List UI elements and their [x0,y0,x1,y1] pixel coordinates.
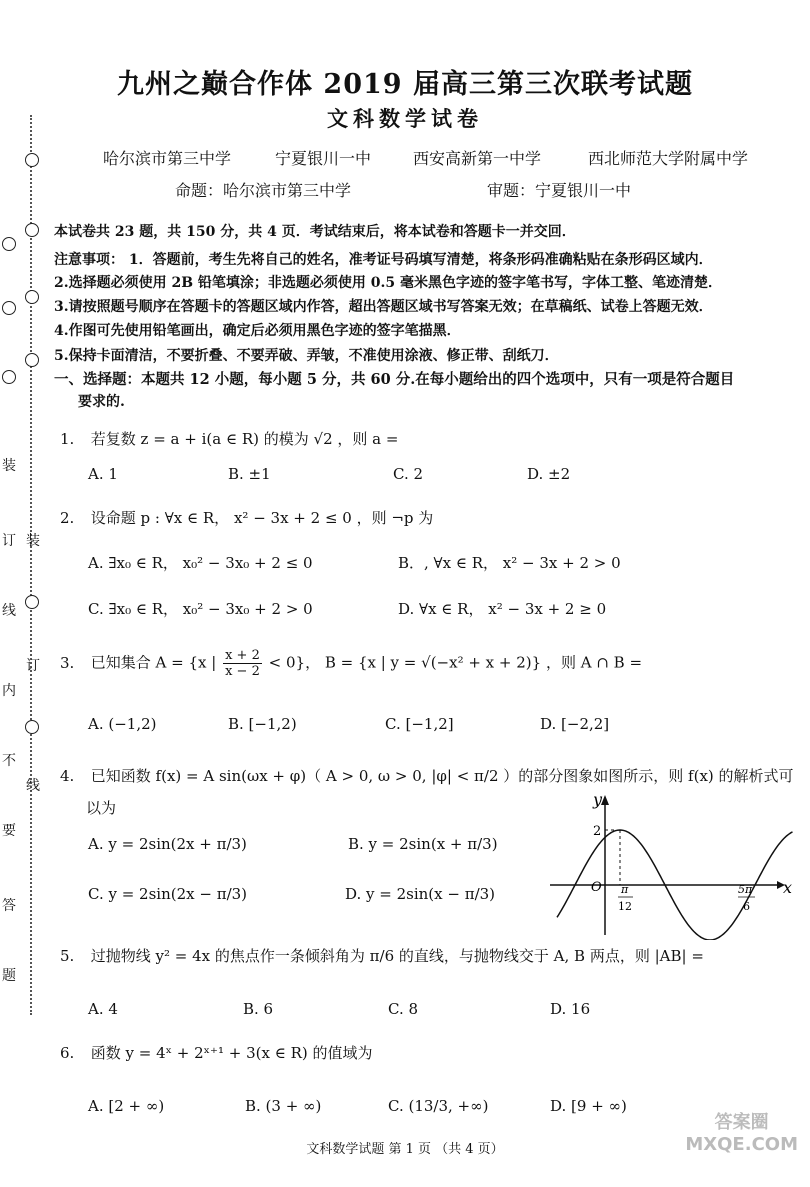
y-axis-label: y [593,790,603,809]
school-name: 西北师范大学附属中学 [588,149,749,168]
option-a: A. 1 [88,465,118,483]
tick-label-numerator: 5π [738,883,753,896]
binding-hole-circle-icon [2,237,16,251]
option-b: B. 6 [243,1000,274,1018]
section-heading: 一、选择题：本题共 12 小题，每小题 5 分，共 60 分.在每小题给出的四个选项中，只有一项是符合题目 [54,371,735,388]
option-b: B. (3 + ∞) [245,1097,322,1115]
option-d: D. y = 2sin(x − π/3) [345,885,496,903]
binding-char: 装 [2,458,16,474]
option-d: D. [−2,2] [540,715,610,733]
question-number: 1. [60,430,75,448]
option-a: A. ∃x₀ ∈ R， x₀² − 3x₀ + 2 ≤ 0 [88,554,313,572]
binding-dotted-line [30,115,32,1015]
note-item: 3.请按照题号顺序在答题卡的答题区域内作答，超出答题区域书写答案无效；在草稿纸、试卷上答题无效． [54,299,713,315]
option-b: B. ±1 [228,465,271,483]
school-name: 宁夏银川一中 [275,149,372,168]
y-axis-arrow-icon [601,795,609,805]
option-a: A. (−1,2) [88,715,157,733]
school-name: 哈尔滨市第三中学 [103,149,232,168]
question-text: 若复数 z = a + i(a ∈ R) 的模为 √2 ，则 a = [90,430,399,448]
binding-hole-circle-icon [25,595,39,609]
reviewer-label: 审题：宁夏银川一中 [487,181,632,200]
option-a: A. [2 + ∞) [88,1097,165,1115]
watermark-logo [685,1112,798,1156]
tick-label-numerator: π [621,883,629,896]
question-text: < 0}， B = {x | y = √(−x² + x + 2)} ，则 A ∩ B = [268,653,643,672]
binding-hole-circle-icon [25,720,39,734]
peak-value-label: 2 [593,824,602,839]
binding-char: 线 [2,603,16,619]
option-b: B. [−1,2) [228,715,297,733]
question-text: 设命题 p : ∀x ∈ R， x² − 3x + 2 ≤ 0 ，则 ¬p 为 [90,509,434,527]
binding-hole-circle-icon [25,153,39,167]
note-item: 5.保持卡面清洁，不要折叠、不要弄破、弄皱，不准使用涂液、修正带、刮纸刀． [54,348,559,364]
watermark-url: MXQE.COM [685,1134,798,1155]
section-heading-cont: 要求的. [78,394,125,410]
option-d: D. [9 + ∞) [550,1097,627,1115]
exam-title: 九州之巅合作体 2019 届高三第三次联考试题 [117,69,693,100]
question-6 [60,1042,372,1063]
option-a: A. 4 [88,1000,118,1018]
watermark-text: 答案圈 [714,1112,769,1133]
question-number: 6. [60,1044,75,1062]
note-item: 2.选择题必须使用 2B 铅笔填涂；非选题必须使用 0.5 毫米黑色字迹的签字笔书写，字体工整、笔迹清楚． [54,275,723,291]
option-a: A. y = 2sin(2x + π/3) [88,835,247,853]
binding-hole-circle-icon [2,370,16,384]
note-item: 4.作图可先使用铅笔画出，确定后必须用黑色字迹的签字笔描黑． [54,323,461,339]
question-number: 4. [60,767,75,785]
option-d: D. ∀x ∈ R， x² − 3x + 2 ≥ 0 [398,600,607,618]
proposer-label: 命题：哈尔滨市第三中学 [175,181,352,200]
question-5 [60,945,704,966]
question-number: 5. [60,947,75,965]
binding-char: 要 [2,823,16,839]
option-d: D. 16 [550,1000,591,1018]
fraction-numerator: x + 2 [225,648,260,663]
option-b: B. y = 2sin(x + π/3) [348,835,498,853]
binding-char: 订 [26,658,40,674]
note-item: 注意事项： 1．答题前，考生先将自己的姓名，准考证号码填写清楚，将条形码准确粘贴在条形码区域内． [54,252,713,268]
question-text: 已知函数 f(x) = A sin(ωx + φ)（ A > 0, ω > 0, |φ| < π/2 ）的部分图象如图所示，则 f(x) 的解析式可 [90,767,794,785]
option-d: D. ±2 [527,465,571,483]
option-c: C. (13/3, +∞) [388,1097,489,1115]
binding-hole-circle-icon [25,353,39,367]
option-c: C. 8 [388,1000,419,1018]
question-text: 过抛物线 y² = 4x 的焦点作一条倾斜角为 π/6 的直线，与抛物线交于 A, B 两点，则 |AB| = [90,947,704,965]
sine-graph [545,785,795,940]
school-name: 西安高新第一中学 [413,149,542,168]
question-number: 3. [60,653,75,672]
option-c: C. ∃x₀ ∈ R， x₀² − 3x₀ + 2 > 0 [88,600,313,618]
binding-char: 装 [26,533,40,549]
binding-char: 内 [2,683,16,699]
exam-subtitle: 文科数学试卷 [327,106,483,131]
option-c: C. 2 [393,465,424,483]
binding-char: 订 [2,533,16,549]
question-3 [60,648,642,679]
x-axis-label: x [783,878,793,897]
fraction [223,648,262,679]
question-text-cont: 以为 [86,799,117,817]
option-c: C. [−1,2] [385,715,454,733]
fraction-denominator: x − 2 [225,664,260,679]
question-text: 已知集合 A = {x | [90,653,217,672]
binding-char: 不 [2,753,16,769]
question-4 [60,765,794,786]
question-1 [60,428,398,449]
binding-hole-circle-icon [2,301,16,315]
binding-hole-circle-icon [25,223,39,237]
binding-margin [0,95,48,1025]
page-footer: 文科数学试题 第 1 页 （共 4 页） [306,1142,504,1157]
binding-hole-circle-icon [25,290,39,304]
binding-char: 答 [2,898,16,914]
question-number: 2. [60,509,75,527]
question-text: 函数 y = 4ˣ + 2ˣ⁺¹ + 3(x ∈ R) 的值域为 [90,1044,373,1062]
tick-label-denominator: 12 [618,900,632,913]
exam-intro: 本试卷共 23 题，共 150 分，共 4 页．考试结束后，将本试卷和答题卡一并交回． [54,224,576,240]
binding-char: 题 [2,968,16,984]
origin-label: O [591,880,602,895]
binding-char: 线 [26,778,40,794]
option-b: B．, ∀x ∈ R， x² − 3x + 2 > 0 [398,554,621,572]
tick-label-denominator: 6 [743,900,750,913]
question-2 [60,507,433,528]
option-c: C. y = 2sin(2x − π/3) [88,885,248,903]
